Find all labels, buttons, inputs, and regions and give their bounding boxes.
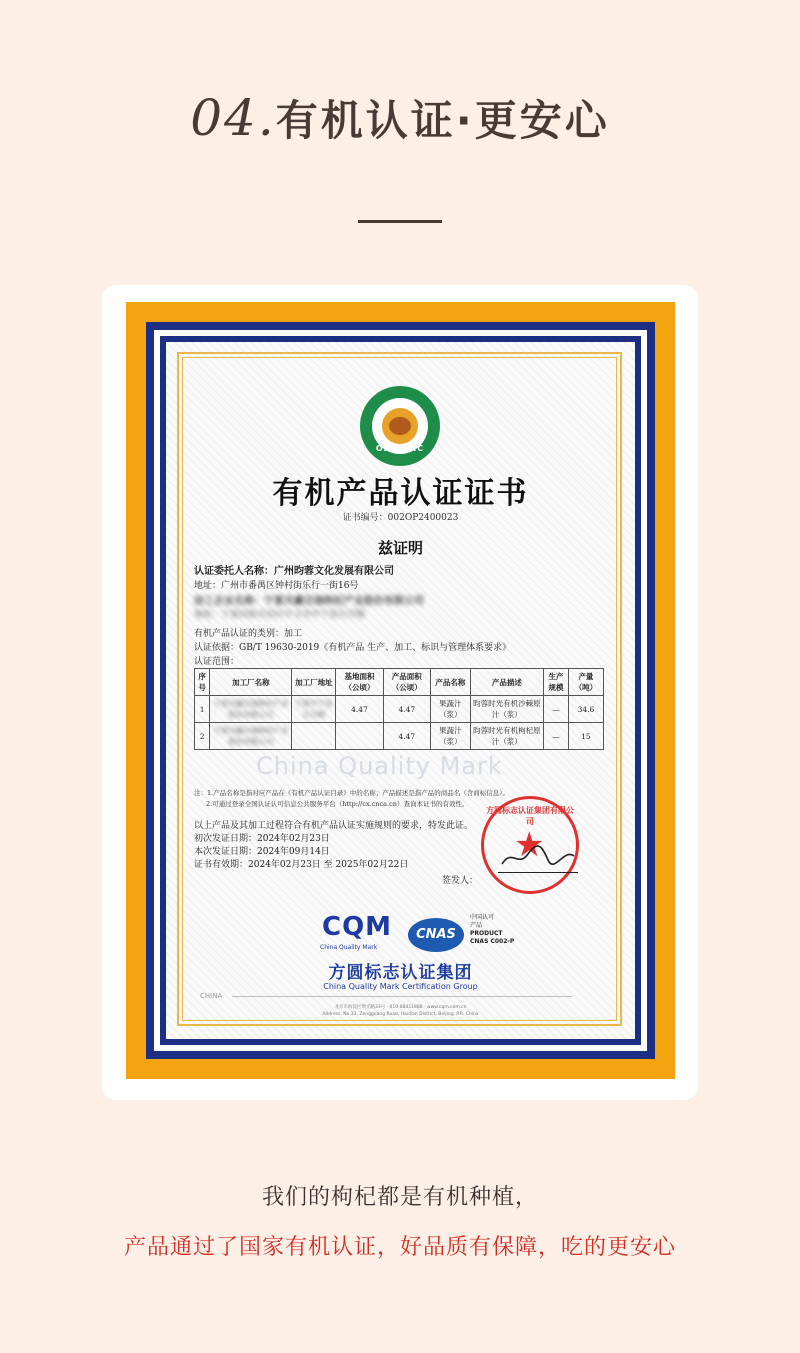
signature: [498, 848, 578, 873]
watermark: China Quality Mark: [256, 752, 503, 780]
signature-icon: [498, 842, 578, 870]
initial-date: 初次发证日期：2024年02月23日: [194, 834, 330, 844]
cell-scale: —: [544, 696, 569, 723]
cnas-logo: CNAS: [408, 918, 464, 952]
cert-scope: 认证范围：: [194, 657, 240, 667]
note-2: 2.可通过登录全国认证认可信息公共服务平台（http://cx.cnca.cn）查询本证书的有效性。: [206, 800, 469, 808]
table-header: 产品名称: [430, 669, 470, 696]
table-row: [195, 723, 604, 750]
table-header: 序号: [195, 669, 210, 696]
product-table: [194, 668, 604, 750]
cell-desc: 昀蓉时光有机沙棘原汁（浆）: [470, 696, 543, 723]
table-header: 产量（吨）: [568, 669, 603, 696]
cnas-info-line: CNAS C002-P: [470, 938, 515, 945]
section-heading: [0, 88, 800, 148]
client-name: 认证委托人名称：广州昀蓉文化发展有限公司: [194, 566, 394, 577]
table-header: 生产规模: [544, 669, 569, 696]
cert-basis: 认证依据：GB/T 19630-2019《有机产品 生产、加工、标识与管理体系要求》: [194, 643, 512, 653]
note-1: 注：1.产品名称是指对应产品在《有机产品认证目录》中的名称；产品描述是指产品的商品名（含商标信息）。: [194, 789, 509, 797]
cell-factory: 宁夏共赢百瑞枸杞产业股份有限公司: [210, 696, 292, 723]
processor-address: 地址：宁夏回族自治区中卫市中宁县石空镇: [194, 610, 366, 620]
cell-factory: 宁夏共赢百瑞枸杞产业股份有限公司: [210, 723, 292, 750]
table-header: 基地面积（公顷）: [336, 669, 383, 696]
certificate-title: 有机产品认证证书: [272, 476, 529, 511]
issuer-name-en: China Quality Mark Certification Group: [323, 982, 478, 991]
cell-product: 果蔬汁（浆）: [430, 696, 470, 723]
star-icon: ★: [514, 825, 545, 865]
table-header: 加工厂地址: [292, 669, 336, 696]
section-number: 04.: [190, 89, 276, 147]
cell-base-area: 4.47: [336, 696, 383, 723]
footer-address-en: Address: No.33, Zengguang Road, Haidian District, Beijing, P.R. China: [322, 1012, 479, 1017]
table-header: 产品描述: [470, 669, 543, 696]
seal-text: 方圆标志认证集团有限公司: [486, 806, 574, 826]
certificate-subtitle: 兹证明: [377, 539, 423, 557]
footer-address: [166, 1004, 635, 1018]
cert-category: 有机产品认证的类别：加工: [194, 629, 303, 639]
cell-address: [292, 723, 336, 750]
cell-output: 34.6: [568, 696, 603, 723]
cnas-info-line: 中国认可: [470, 914, 495, 921]
organic-logo-text: ORGANIC: [375, 444, 425, 453]
cell-scale: —: [544, 723, 569, 750]
cell-address: 宁夏中宁县石空镇: [292, 696, 336, 723]
cqm-subtitle: China Quality Mark: [320, 944, 378, 951]
caption-line-1: 我们的枸杞都是有机种植，: [261, 1185, 538, 1210]
cqm-logo: CQM: [322, 912, 393, 942]
processor-name: 加工企业名称：宁夏共赢百瑞枸杞产业股份有限公司: [194, 596, 424, 607]
table-header-row: [195, 669, 604, 696]
cell-product: 果蔬汁（浆）: [430, 723, 470, 750]
cell-no: 1: [195, 696, 210, 723]
client-address: 地址：广州市番禺区钟村街乐行一街16号: [194, 581, 359, 591]
cell-base-area: [336, 723, 383, 750]
section-title: 有机认证·更安心: [275, 96, 610, 145]
cell-area: 4.47: [383, 696, 430, 723]
organic-logo-core: [389, 417, 411, 435]
cnas-info: [470, 914, 514, 946]
cell-area: 4.47: [383, 723, 430, 750]
footer-divider: [232, 996, 572, 997]
table-header: 产品面积（公顷）: [383, 669, 430, 696]
statement: 以上产品及其加工过程符合有机产品认证实施规则的要求，特发此证。: [194, 821, 474, 831]
valid-period: 证书有效期：2024年02月23日 至 2025年02月22日: [194, 860, 409, 870]
caption-line-2: 产品通过了国家有机认证，好品质有保障，吃的更安心: [123, 1235, 676, 1260]
issuer-name: 方圆标志认证集团: [328, 963, 473, 983]
china-label: CHINA: [200, 992, 223, 1000]
cnas-info-line: 产品: [470, 922, 483, 929]
divider: [358, 220, 442, 223]
cell-desc: 昀蓉时光有机枸杞原汁（浆）: [470, 723, 543, 750]
cnas-info-line: PRODUCT: [470, 930, 503, 937]
certificate-number: 证书编号：002OP2400023: [342, 513, 459, 523]
organic-logo: [360, 386, 440, 466]
signer-label: 签发人：: [442, 876, 479, 886]
cell-no: 2: [195, 723, 210, 750]
issue-date: 本次发证日期：2024年09月14日: [194, 847, 330, 857]
cell-output: 15: [568, 723, 603, 750]
table-row: [195, 696, 604, 723]
footer-address-cn: 北京市海淀区增光路33号 · 010-88411888 · www.cqm.com.cn: [334, 1005, 467, 1010]
table-header: 加工厂名称: [210, 669, 292, 696]
